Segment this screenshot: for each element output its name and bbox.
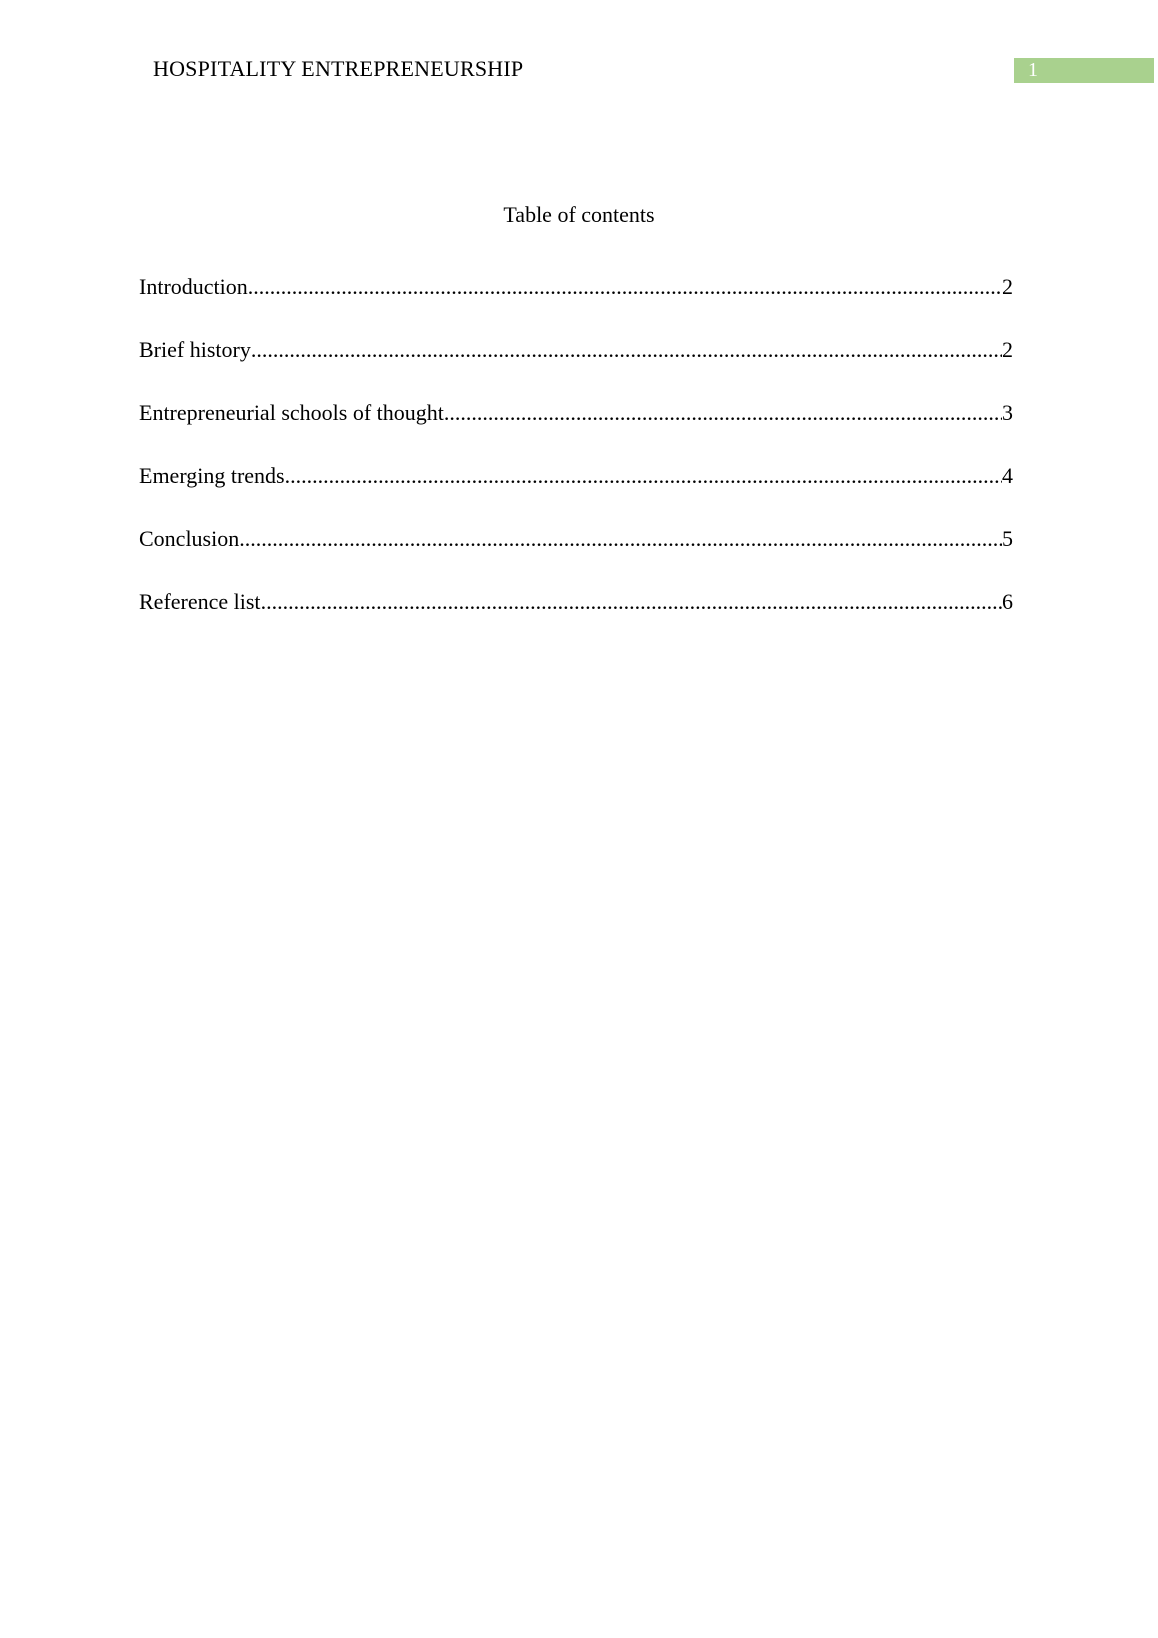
table-of-contents — [139, 274, 1013, 652]
toc-entry-label: Introduction — [139, 274, 248, 299]
toc-entry-page: 2 — [1002, 337, 1013, 362]
toc-entry-label: Reference list — [139, 589, 261, 614]
toc-heading: Table of contents — [503, 202, 655, 227]
toc-dot-leader — [285, 463, 1002, 489]
toc-entry-label: Entrepreneurial schools of thought — [139, 400, 444, 425]
toc-entry-label: Conclusion — [139, 526, 240, 551]
toc-dot-leader — [248, 274, 1002, 300]
page-number: 1 — [1028, 59, 1038, 81]
toc-entry-brief-history[interactable] — [139, 337, 1013, 400]
toc-entry-page: 4 — [1002, 463, 1013, 488]
toc-entry-entrepreneurial-schools[interactable] — [139, 400, 1013, 463]
toc-entry-introduction[interactable] — [139, 274, 1013, 337]
toc-entry-label: Brief history — [139, 337, 251, 362]
toc-dot-leader — [239, 526, 1002, 552]
toc-entry-reference-list[interactable] — [139, 589, 1013, 652]
toc-entry-label: Emerging trends — [139, 463, 285, 488]
toc-dot-leader — [251, 337, 1002, 363]
toc-entry-page: 5 — [1002, 526, 1013, 551]
toc-entry-conclusion[interactable] — [139, 526, 1013, 589]
toc-entry-page: 3 — [1002, 400, 1013, 425]
running-header-title: HOSPITALITY ENTREPRENEURSHIP — [153, 56, 524, 81]
toc-entry-page: 6 — [1002, 589, 1013, 614]
page-number-badge — [1014, 58, 1154, 83]
toc-dot-leader — [444, 400, 1002, 426]
toc-entry-emerging-trends[interactable] — [139, 463, 1013, 526]
toc-entry-page: 2 — [1002, 274, 1013, 299]
toc-dot-leader — [261, 589, 1002, 615]
